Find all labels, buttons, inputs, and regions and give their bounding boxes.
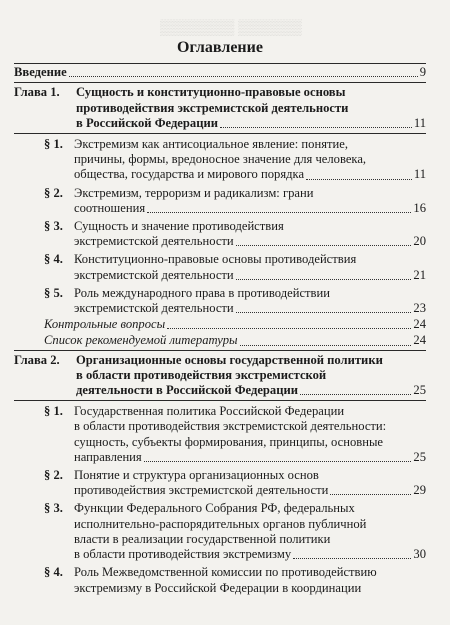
chapter-rule bbox=[14, 133, 426, 134]
toc-entry-text-line: сущность, субъекты формирования, принципы, основные bbox=[74, 434, 383, 449]
toc-page-number: 25 bbox=[413, 449, 426, 464]
toc-entry-text-line: Введение bbox=[14, 65, 67, 80]
toc-entry-text-line: Понятие и структура организационных основ bbox=[74, 468, 319, 483]
toc-section-entry[interactable] bbox=[14, 501, 426, 562]
toc-entry-text-line: Список рекомендуемой литературы bbox=[44, 333, 238, 348]
toc-misc-entry[interactable] bbox=[14, 317, 426, 332]
dot-leader bbox=[236, 312, 412, 313]
toc-section-entry[interactable] bbox=[14, 404, 426, 465]
toc-entry-number: § 3. bbox=[44, 501, 63, 516]
dot-leader bbox=[236, 279, 412, 280]
toc-section-entry[interactable] bbox=[14, 468, 426, 498]
toc-page-number: 11 bbox=[413, 115, 426, 130]
toc-entry-number: § 3. bbox=[44, 219, 63, 234]
toc-section-entry[interactable] bbox=[14, 219, 426, 249]
toc-page-number: 11 bbox=[413, 167, 426, 182]
toc-section-entry[interactable] bbox=[14, 286, 426, 316]
toc-entry-text-line: Функции Федерального Собрания РФ, федеральных bbox=[74, 501, 355, 516]
dot-leader bbox=[220, 127, 412, 128]
toc-entry-text-line: в Российской Федерации bbox=[76, 115, 218, 130]
toc-entry-number: § 2. bbox=[44, 185, 63, 200]
toc-entry-text-line: Сущность и конституционно-правовые основы bbox=[76, 85, 346, 100]
toc-page-number: 25 bbox=[413, 383, 426, 398]
toc-entry-text-line: экстремизму в Российской Федерации в координации bbox=[74, 580, 362, 595]
toc-page-number: 9 bbox=[419, 65, 426, 80]
toc-entry-text-line: Контрольные вопросы bbox=[44, 317, 166, 332]
toc-entry-text-line: экстремистской деятельности bbox=[74, 267, 234, 282]
toc-page-number: 21 bbox=[413, 267, 426, 282]
toc-misc-entry[interactable] bbox=[14, 333, 426, 348]
toc-entry-text-line: Экстремизм как антисоциальное явление: понятие, bbox=[74, 137, 348, 152]
toc-list bbox=[14, 64, 426, 596]
toc-section-entry[interactable] bbox=[14, 137, 426, 183]
dot-leader bbox=[69, 76, 418, 77]
show-through-background: ▒▒▒▒▒▒▒ ▒▒▒▒▒▒ bbox=[160, 20, 302, 36]
toc-page-number: 20 bbox=[413, 234, 426, 249]
toc-entry-text-line: причины, формы, вредоносное значение для человека, bbox=[74, 152, 367, 167]
toc-entry-text-line: в области противодействия экстремистской деятельности: bbox=[74, 419, 387, 434]
toc-entry-text-line: деятельности в Российской Федерации bbox=[76, 383, 298, 398]
toc-entry-number: § 4. bbox=[44, 565, 63, 580]
toc-intro-entry[interactable] bbox=[14, 64, 426, 81]
toc-entry-text-line: направления bbox=[74, 449, 142, 464]
dot-leader bbox=[147, 212, 411, 213]
toc-entry-number: § 5. bbox=[44, 285, 63, 300]
toc-entry-text-line: Экстремизм, терроризм и радикализм: грани bbox=[74, 185, 314, 200]
dot-leader bbox=[236, 245, 412, 246]
toc-entry-number: § 4. bbox=[44, 252, 63, 267]
toc-page-number: 24 bbox=[413, 317, 426, 332]
page-title: Оглавление bbox=[177, 39, 263, 56]
dot-leader bbox=[167, 328, 411, 329]
toc-page-number: 23 bbox=[413, 301, 426, 316]
table-of-contents-page bbox=[14, 40, 426, 596]
toc-section-entry[interactable] bbox=[14, 186, 426, 216]
toc-entry-number: Глава 2. bbox=[14, 352, 60, 367]
dot-leader bbox=[306, 179, 412, 180]
toc-entry-text-line: экстремистской деятельности bbox=[74, 234, 234, 249]
dot-leader bbox=[240, 345, 412, 346]
toc-entry-text-line: исполнительно-распорядительных органов публичной bbox=[74, 516, 367, 531]
toc-entry-text-line: противодействия экстремистской деятельности bbox=[76, 100, 349, 115]
dot-leader bbox=[144, 461, 412, 462]
toc-entry-text-line: Конституционно-правовые основы противодействия bbox=[74, 252, 357, 267]
toc-page-number: 30 bbox=[413, 547, 426, 562]
toc-entry-text-line: общества, государства и мирового порядка bbox=[74, 167, 305, 182]
dot-leader bbox=[330, 494, 411, 495]
toc-page-number: 24 bbox=[413, 333, 426, 348]
toc-page-number: 29 bbox=[413, 483, 426, 498]
toc-chapter-entry[interactable] bbox=[14, 350, 426, 402]
toc-entry-number: Глава 1. bbox=[14, 85, 60, 100]
toc-page-number: 16 bbox=[413, 200, 426, 215]
toc-entry-text-line: Роль Межведомственной комиссии по противодействию bbox=[74, 565, 377, 580]
toc-entry-number: § 2. bbox=[44, 468, 63, 483]
toc-entry-text-line: экстремистской деятельности bbox=[74, 301, 234, 316]
toc-entry-text-line: противодействия экстремистской деятельности bbox=[74, 483, 329, 498]
toc-section-entry[interactable] bbox=[14, 565, 426, 595]
dot-leader bbox=[293, 558, 411, 559]
toc-entry-text-line: соотношения bbox=[74, 200, 146, 215]
toc-entry-text-line: в области противодействия экстремизму bbox=[74, 547, 292, 562]
dot-leader bbox=[300, 394, 411, 395]
toc-entry-number: § 1. bbox=[44, 404, 63, 419]
toc-entry-number: § 1. bbox=[44, 137, 63, 152]
toc-entry-text-line: Сущность и значение противодействия bbox=[74, 219, 284, 234]
toc-entry-text-line: Государственная политика Российской Федерации bbox=[74, 404, 345, 419]
toc-chapter-entry[interactable] bbox=[14, 82, 426, 134]
toc-section-entry[interactable] bbox=[14, 252, 426, 282]
toc-entry-text-line: Роль международного права в противодействии bbox=[74, 285, 330, 300]
toc-entry-text-line: в области противодействия экстремистской bbox=[76, 367, 327, 382]
toc-entry-text-line: Организационные основы государственной политики bbox=[76, 352, 383, 367]
chapter-rule bbox=[14, 400, 426, 401]
toc-entry-text-line: власти в реализации государственной политики bbox=[74, 531, 331, 546]
